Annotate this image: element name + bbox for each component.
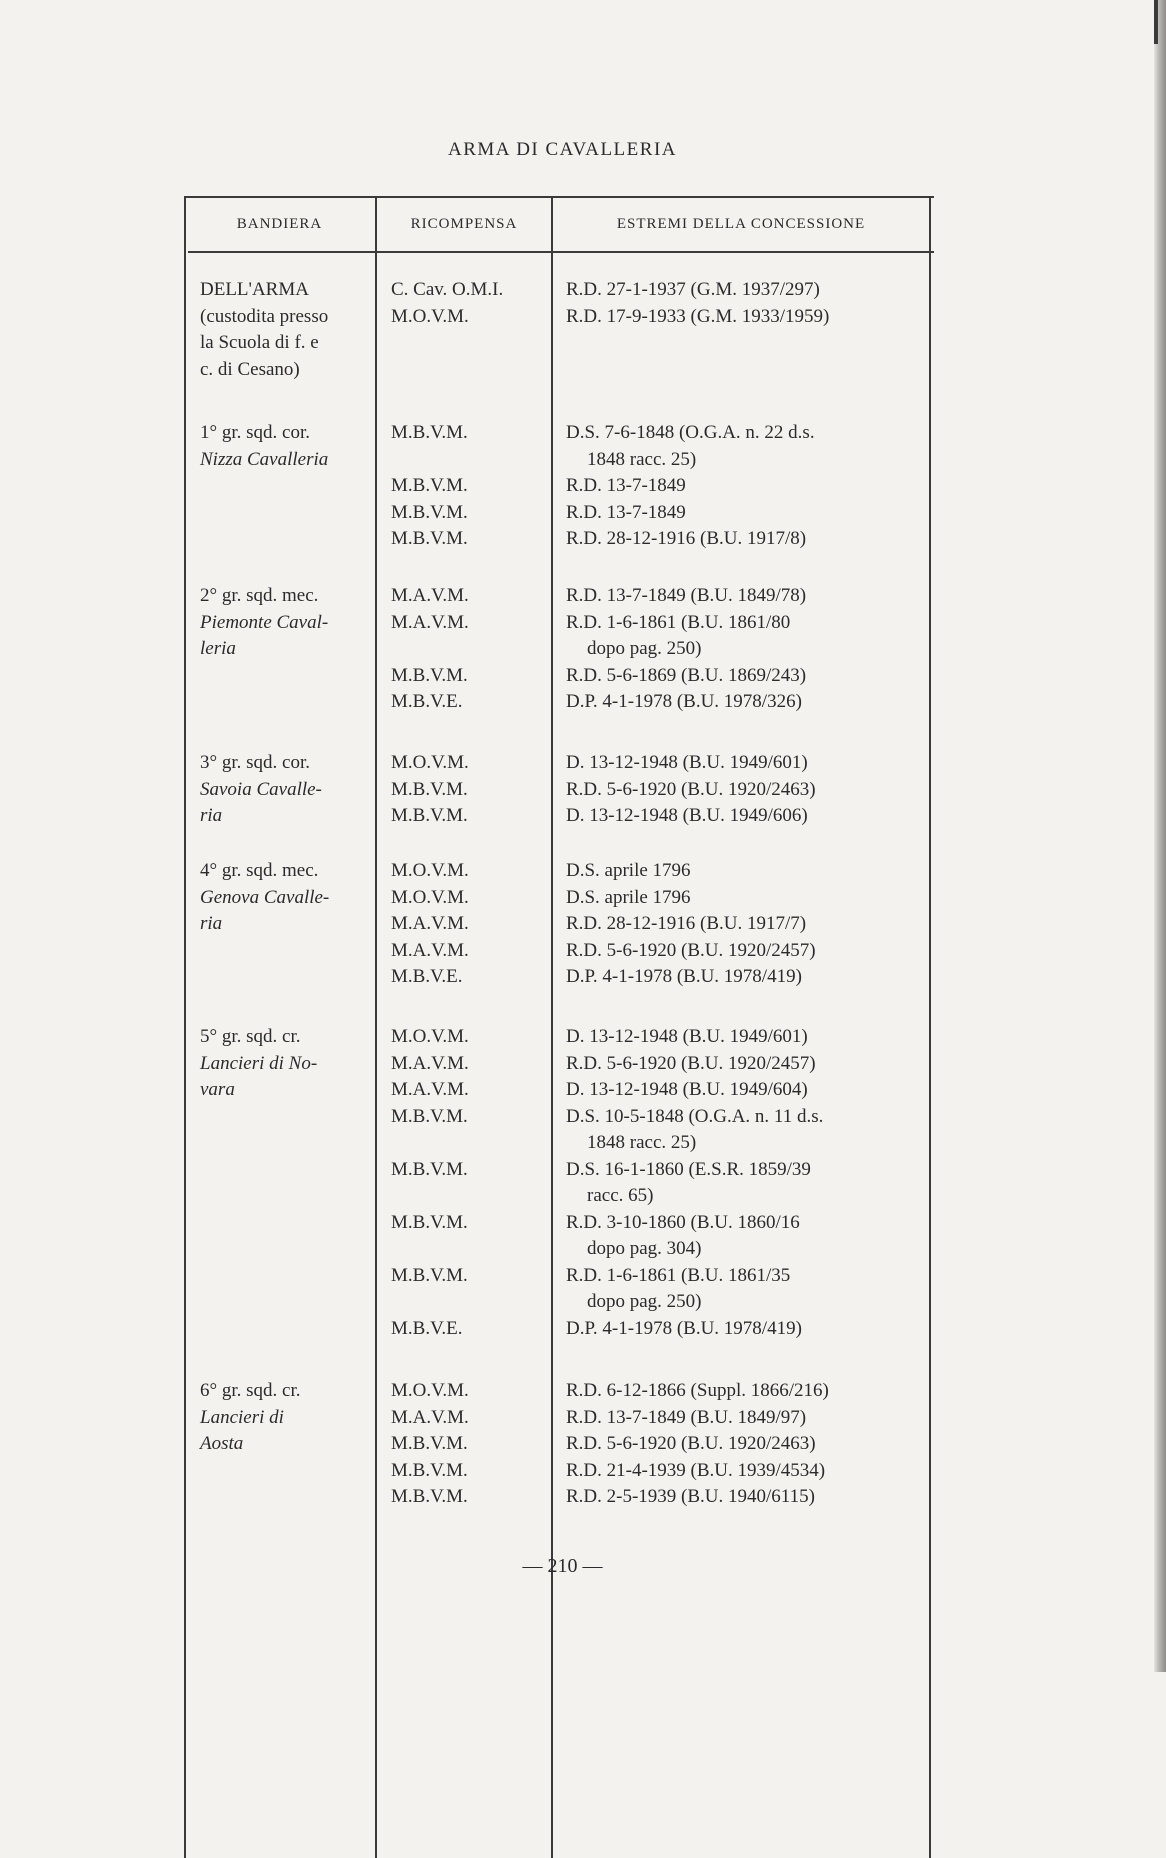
estremi-line: D.S. 7-6-1848 (O.G.A. n. 22 d.s. <box>566 422 815 443</box>
header-ricompensa: RICOMPENSA <box>410 216 518 232</box>
ricompensa-line: M.B.V.E. <box>391 691 463 712</box>
estremi-line: R.D. 28-12-1916 (B.U. 1917/8) <box>566 528 807 549</box>
ricompensa-cell <box>391 750 469 830</box>
ricompensa-line: M.O.V.M. <box>391 1380 469 1401</box>
ricompensa-line: M.A.V.M. <box>391 585 469 606</box>
estremi-line: R.D. 27-1-1937 (G.M. 1937/297) <box>566 279 820 300</box>
ricompensa-line: M.A.V.M. <box>391 1052 469 1074</box>
bandiera-cell <box>200 858 329 938</box>
estremi-line: 1848 racc. 25) <box>587 448 697 470</box>
estremi-line: R.D. 5-6-1920 (B.U. 1920/2463) <box>566 778 816 800</box>
estremi-line: R.D. 6-12-1866 (Suppl. 1866/216) <box>566 1380 829 1401</box>
ricompensa-line: M.A.V.M. <box>391 611 469 633</box>
estremi-cell <box>566 750 816 830</box>
estremi-cell <box>566 583 806 716</box>
bandiera-line: vara <box>200 1079 235 1100</box>
estremi-line: R.D. 5-6-1869 (B.U. 1869/243) <box>566 664 807 686</box>
ricompensa-line: M.B.V.M. <box>391 778 468 800</box>
ricompensa-line: M.O.V.M. <box>391 886 469 908</box>
ricompensa-cell <box>391 277 503 330</box>
col-divider-1 <box>375 196 377 1858</box>
ricompensa-line <box>391 1130 469 1157</box>
page-edge <box>1154 0 1166 1672</box>
estremi-line: dopo pag. 250) <box>587 1291 702 1312</box>
estremi-line: R.D. 17-9-1933 (G.M. 1933/1959) <box>566 305 830 327</box>
bandiera-cell <box>200 277 328 383</box>
estremi-line: D.P. 4-1-1978 (B.U. 1978/419) <box>566 966 802 987</box>
estremi-line: R.D. 28-12-1916 (B.U. 1917/7) <box>566 913 807 934</box>
ricompensa-line: M.O.V.M. <box>391 305 469 327</box>
estremi-cell <box>566 420 815 553</box>
ricompensa-line: M.O.V.M. <box>391 860 469 881</box>
bandiera-line: 4° gr. sqd. mec. <box>200 860 319 881</box>
ricompensa-line: M.B.V.M. <box>391 1158 468 1180</box>
ricompensa-line <box>391 1236 469 1263</box>
estremi-line: D.S. 16-1-1860 (E.S.R. 1859/39 <box>566 1158 811 1180</box>
bandiera-cell <box>200 583 328 663</box>
bandiera-cell <box>200 420 328 473</box>
estremi-line: R.D. 13-7-1849 <box>566 475 686 496</box>
table-top-rule <box>184 196 934 198</box>
ricompensa-line <box>391 636 469 663</box>
bandiera-line: (custodita presso <box>200 305 329 327</box>
bandiera-line: Lancieri di <box>200 1406 284 1428</box>
estremi-line: R.D. 5-6-1920 (B.U. 1920/2457) <box>566 1052 816 1074</box>
estremi-line: R.D. 13-7-1849 (B.U. 1849/78) <box>566 585 807 606</box>
bandiera-line: Aosta <box>200 1433 244 1454</box>
estremi-cell <box>566 1378 829 1511</box>
header-rule <box>188 251 934 253</box>
ricompensa-line: M.B.V.M. <box>391 501 468 523</box>
ricompensa-cell <box>391 583 469 716</box>
bandiera-line: Savoia Cavalle- <box>200 778 322 800</box>
ricompensa-cell <box>391 420 468 553</box>
estremi-line: D.P. 4-1-1978 (B.U. 1978/419) <box>566 1317 802 1339</box>
bandiera-line: DELL'ARMA <box>200 279 309 300</box>
estremi-line: R.D. 5-6-1920 (B.U. 1920/2463) <box>566 1433 816 1454</box>
bandiera-line: la Scuola di f. e <box>200 332 319 353</box>
ricompensa-line: M.B.V.M. <box>391 422 468 443</box>
bandiera-line: 5° gr. sqd. cr. <box>200 1026 301 1047</box>
estremi-line: D.S. aprile 1796 <box>566 886 691 908</box>
ricompensa-line: M.B.V.M. <box>391 475 468 496</box>
bandiera-line: ria <box>200 913 223 934</box>
ricompensa-line: M.B.V.M. <box>391 528 468 549</box>
bandiera-line: 3° gr. sqd. cor. <box>200 752 310 773</box>
estremi-line: R.D. 21-4-1939 (B.U. 1939/4534) <box>566 1459 826 1481</box>
ricompensa-line: M.B.V.M. <box>391 664 468 686</box>
page-title: ARMA DI CAVALLERIA <box>448 139 677 160</box>
estremi-cell <box>566 858 816 991</box>
bandiera-line: c. di Cesano) <box>200 358 300 380</box>
ricompensa-line: M.A.V.M. <box>391 1406 469 1428</box>
estremi-line: D.P. 4-1-1978 (B.U. 1978/326) <box>566 691 802 712</box>
bandiera-line: Piemonte Caval- <box>200 611 329 633</box>
ricompensa-line <box>391 1289 469 1316</box>
estremi-line: 1848 racc. 25) <box>587 1132 697 1153</box>
estremi-line: R.D. 13-7-1849 (B.U. 1849/97) <box>566 1406 807 1428</box>
estremi-line: D.S. aprile 1796 <box>566 860 691 881</box>
estremi-line: R.D. 13-7-1849 <box>566 501 686 523</box>
bandiera-line: 2° gr. sqd. mec. <box>200 585 319 606</box>
ricompensa-line: C. Cav. O.M.I. <box>391 279 504 300</box>
bandiera-line: Genova Cavalle- <box>200 886 330 908</box>
ricompensa-line: M.B.V.M. <box>391 805 468 826</box>
estremi-line: R.D. 3-10-1860 (B.U. 1860/16 <box>566 1211 800 1233</box>
page-edge-mark <box>1154 0 1158 44</box>
ricompensa-cell <box>391 1378 469 1511</box>
bandiera-line: Lancieri di No- <box>200 1052 318 1074</box>
estremi-cell <box>566 277 829 330</box>
estremi-line: R.D. 2-5-1939 (B.U. 1940/6115) <box>566 1486 815 1507</box>
ricompensa-line: M.B.V.E. <box>391 966 463 987</box>
bandiera-line: ria <box>200 805 223 826</box>
header-bandiera: BANDIERA <box>236 216 323 232</box>
ricompensa-cell <box>391 858 469 991</box>
ricompensa-line: M.B.V.M. <box>391 1211 468 1233</box>
estremi-line: D. 13-12-1948 (B.U. 1949/604) <box>566 1079 808 1100</box>
estremi-line: R.D. 1-6-1861 (B.U. 1861/80 <box>566 611 791 633</box>
estremi-line: dopo pag. 250) <box>587 638 702 659</box>
ricompensa-line <box>391 1183 469 1210</box>
ricompensa-line: M.A.V.M. <box>391 939 469 961</box>
ricompensa-line: M.B.V.E. <box>391 1317 463 1339</box>
estremi-cell <box>566 1024 823 1342</box>
bandiera-cell <box>200 1024 317 1104</box>
estremi-line: dopo pag. 304) <box>587 1238 702 1259</box>
estremi-line: D. 13-12-1948 (B.U. 1949/601) <box>566 752 808 773</box>
bandiera-line: leria <box>200 638 236 659</box>
ricompensa-line <box>391 447 468 474</box>
bandiera-line: Nizza Cavalleria <box>200 448 329 470</box>
ricompensa-line: M.B.V.M. <box>391 1459 468 1481</box>
ricompensa-line: M.A.V.M. <box>391 1079 469 1100</box>
header-estremi: ESTREMI DELLA CONCESSIONE <box>616 216 866 232</box>
ricompensa-line: M.B.V.M. <box>391 1433 468 1454</box>
bandiera-cell <box>200 750 322 830</box>
bandiera-line: 6° gr. sqd. cr. <box>200 1380 301 1401</box>
ricompensa-line: M.A.V.M. <box>391 913 469 934</box>
estremi-line: D.S. 10-5-1848 (O.G.A. n. 11 d.s. <box>566 1105 824 1127</box>
ricompensa-line: M.O.V.M. <box>391 752 469 773</box>
table-right-border <box>929 196 931 1858</box>
col-divider-2 <box>551 196 553 1858</box>
ricompensa-line: M.O.V.M. <box>391 1026 469 1047</box>
bandiera-cell <box>200 1378 300 1458</box>
estremi-line: R.D. 1-6-1861 (B.U. 1861/35 <box>566 1264 791 1286</box>
ricompensa-line: M.B.V.M. <box>391 1105 468 1127</box>
page-number: — 210 — <box>522 1555 603 1577</box>
bandiera-line: 1° gr. sqd. cor. <box>200 422 310 443</box>
ricompensa-cell <box>391 1024 469 1342</box>
table-left-border <box>184 196 186 1858</box>
ricompensa-line: M.B.V.M. <box>391 1486 468 1507</box>
ricompensa-line: M.B.V.M. <box>391 1264 468 1286</box>
estremi-line: racc. 65) <box>587 1185 654 1206</box>
estremi-line: R.D. 5-6-1920 (B.U. 1920/2457) <box>566 939 816 961</box>
estremi-line: D. 13-12-1948 (B.U. 1949/601) <box>566 1026 808 1047</box>
estremi-line: D. 13-12-1948 (B.U. 1949/606) <box>566 805 808 826</box>
